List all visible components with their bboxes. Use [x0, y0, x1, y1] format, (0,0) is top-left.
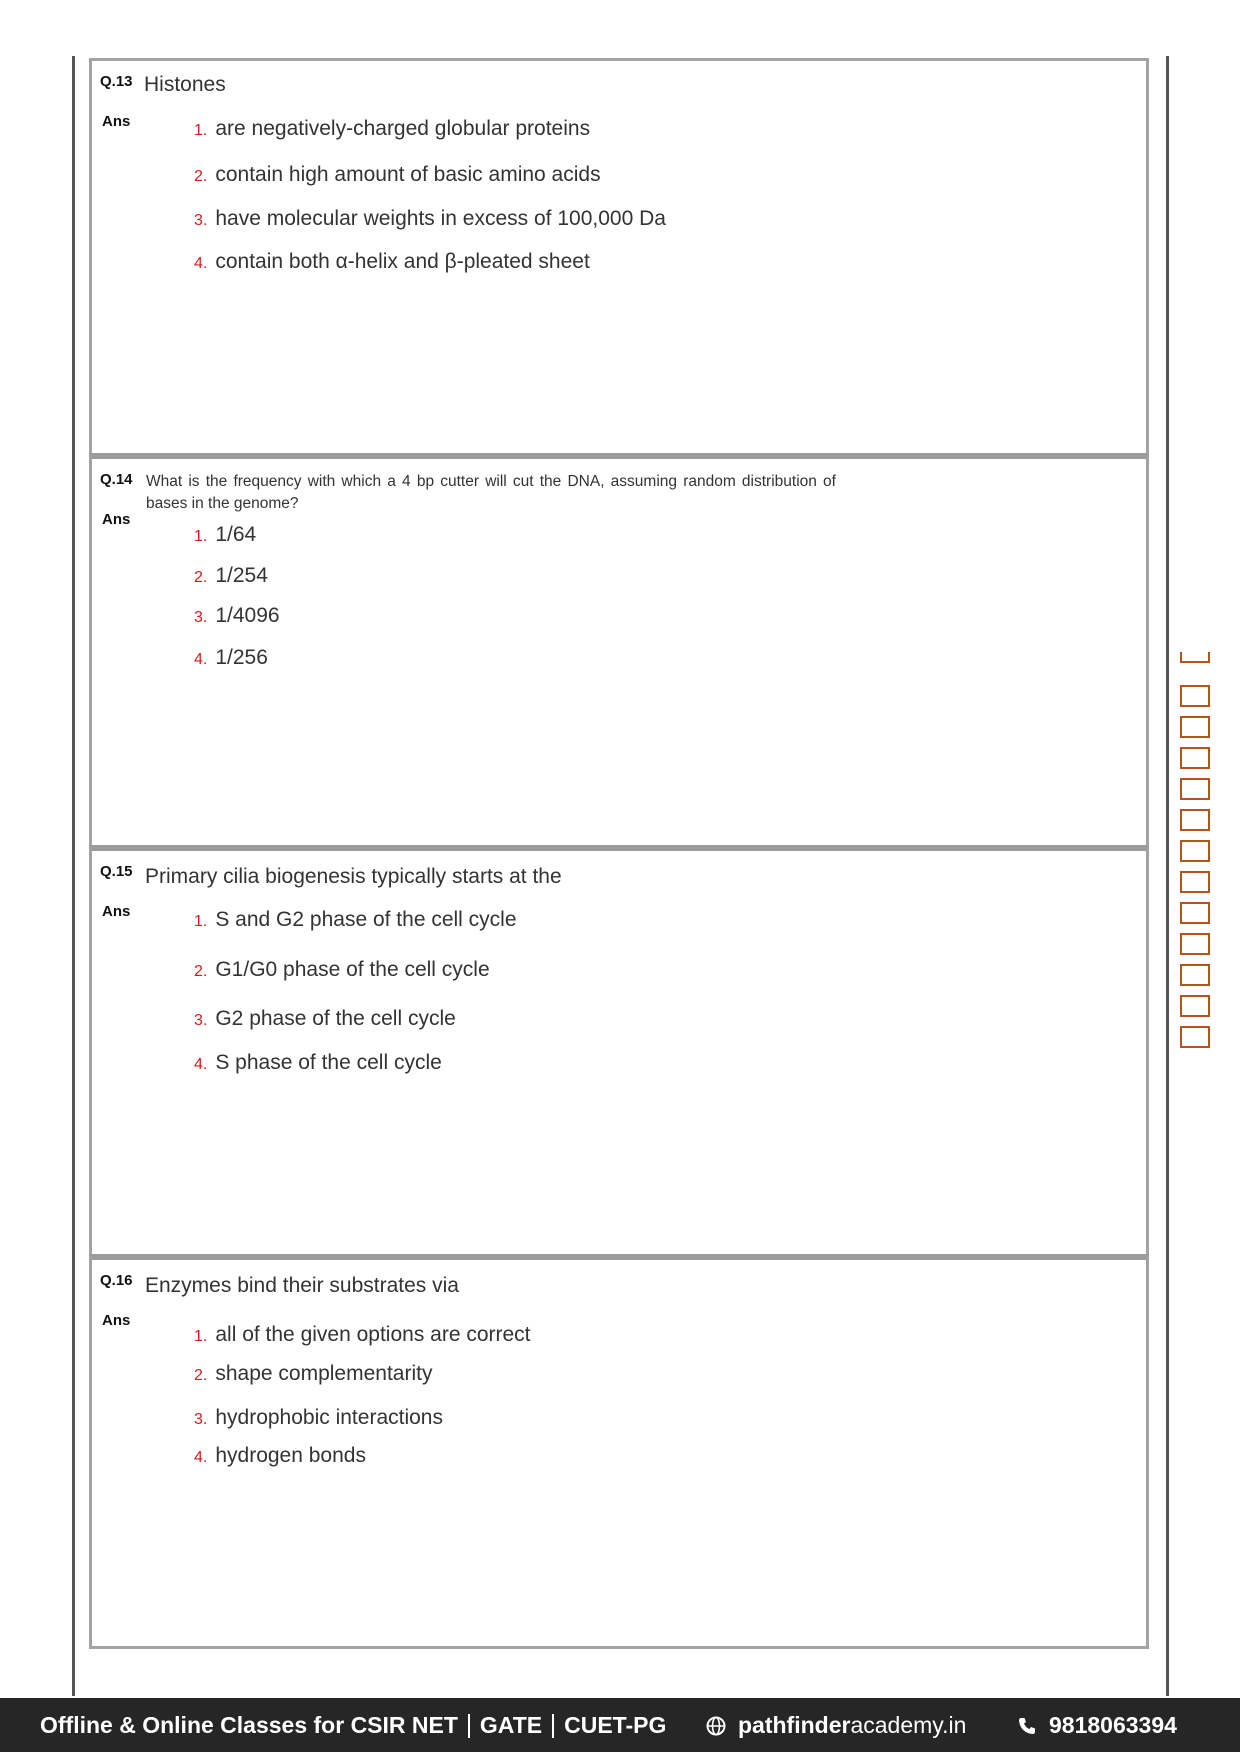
- globe-icon: [706, 1716, 726, 1736]
- question-box-13: [89, 58, 1149, 456]
- question-number: Q.13: [100, 73, 133, 90]
- option-4: 4. contain both α-helix and β-pleated sheet: [194, 250, 590, 273]
- side-box-mark: [1180, 716, 1210, 738]
- side-box-mark: [1180, 840, 1210, 862]
- question-number: Q.16: [100, 1272, 133, 1289]
- question-box-14: [89, 453, 1149, 849]
- footer-phone[interactable]: 9818063394: [1017, 1712, 1177, 1739]
- side-box-mark: [1180, 747, 1210, 769]
- option-2: 2. G1/G0 phase of the cell cycle: [194, 958, 490, 981]
- side-tick-mark: [1180, 652, 1210, 663]
- footer-banner: [0, 1698, 1240, 1752]
- question-text: Histones: [144, 73, 226, 96]
- side-box-mark: [1180, 809, 1210, 831]
- option-1: 1. S and G2 phase of the cell cycle: [194, 908, 517, 931]
- option-3: 3. G2 phase of the cell cycle: [194, 1007, 456, 1030]
- option-1: 1. are negatively-charged globular proteins: [194, 117, 591, 140]
- answer-label: Ans: [102, 1312, 131, 1329]
- question-number: Q.14: [100, 471, 133, 488]
- footer-website-link[interactable]: pathfinderacademy.in: [706, 1712, 966, 1739]
- side-box-mark: [1180, 871, 1210, 893]
- option-3: 3. 1/4096: [194, 604, 280, 627]
- option-2: 2. contain high amount of basic amino acids: [194, 163, 601, 186]
- question-box-16: [89, 1254, 1149, 1649]
- option-4: 4. 1/256: [194, 646, 268, 669]
- side-box-mark: [1180, 902, 1210, 924]
- right-margin-rule: [1166, 56, 1169, 1696]
- side-box-mark: [1180, 995, 1210, 1017]
- option-4: 4. S phase of the cell cycle: [194, 1051, 442, 1074]
- option-4: 4. hydrogen bonds: [194, 1444, 366, 1467]
- option-3: 3. have molecular weights in excess of 100,000 Da: [194, 207, 666, 230]
- question-box-15: [89, 845, 1149, 1258]
- option-3: 3. hydrophobic interactions: [194, 1406, 443, 1429]
- phone-icon: [1017, 1716, 1037, 1736]
- option-2: 2. shape complementarity: [194, 1362, 433, 1385]
- left-margin-rule: [72, 56, 75, 1696]
- side-box-mark: [1180, 964, 1210, 986]
- question-text: Enzymes bind their substrates via: [145, 1274, 459, 1297]
- answer-label: Ans: [102, 113, 131, 130]
- footer-classes: Offline & Online Classes for CSIR NET GATE CUET-PG: [40, 1711, 667, 1738]
- question-number: Q.15: [100, 863, 133, 880]
- question-text: Primary cilia biogenesis typically starts at the: [145, 865, 562, 888]
- side-box-mark: [1180, 1026, 1210, 1048]
- question-text: What is the frequency with which a 4 bp cutter will cut the DNA, assuming random distribution of bases in the genome?: [146, 473, 836, 512]
- side-box-mark: [1180, 778, 1210, 800]
- answer-label: Ans: [102, 511, 131, 528]
- side-decorative-marks: [1180, 652, 1212, 1057]
- option-1: 1. all of the given options are correct: [194, 1323, 531, 1346]
- option-1: 1. 1/64: [194, 523, 257, 546]
- option-2: 2. 1/254: [194, 564, 268, 587]
- answer-label: Ans: [102, 903, 131, 920]
- side-box-mark: [1180, 933, 1210, 955]
- side-box-mark: [1180, 685, 1210, 707]
